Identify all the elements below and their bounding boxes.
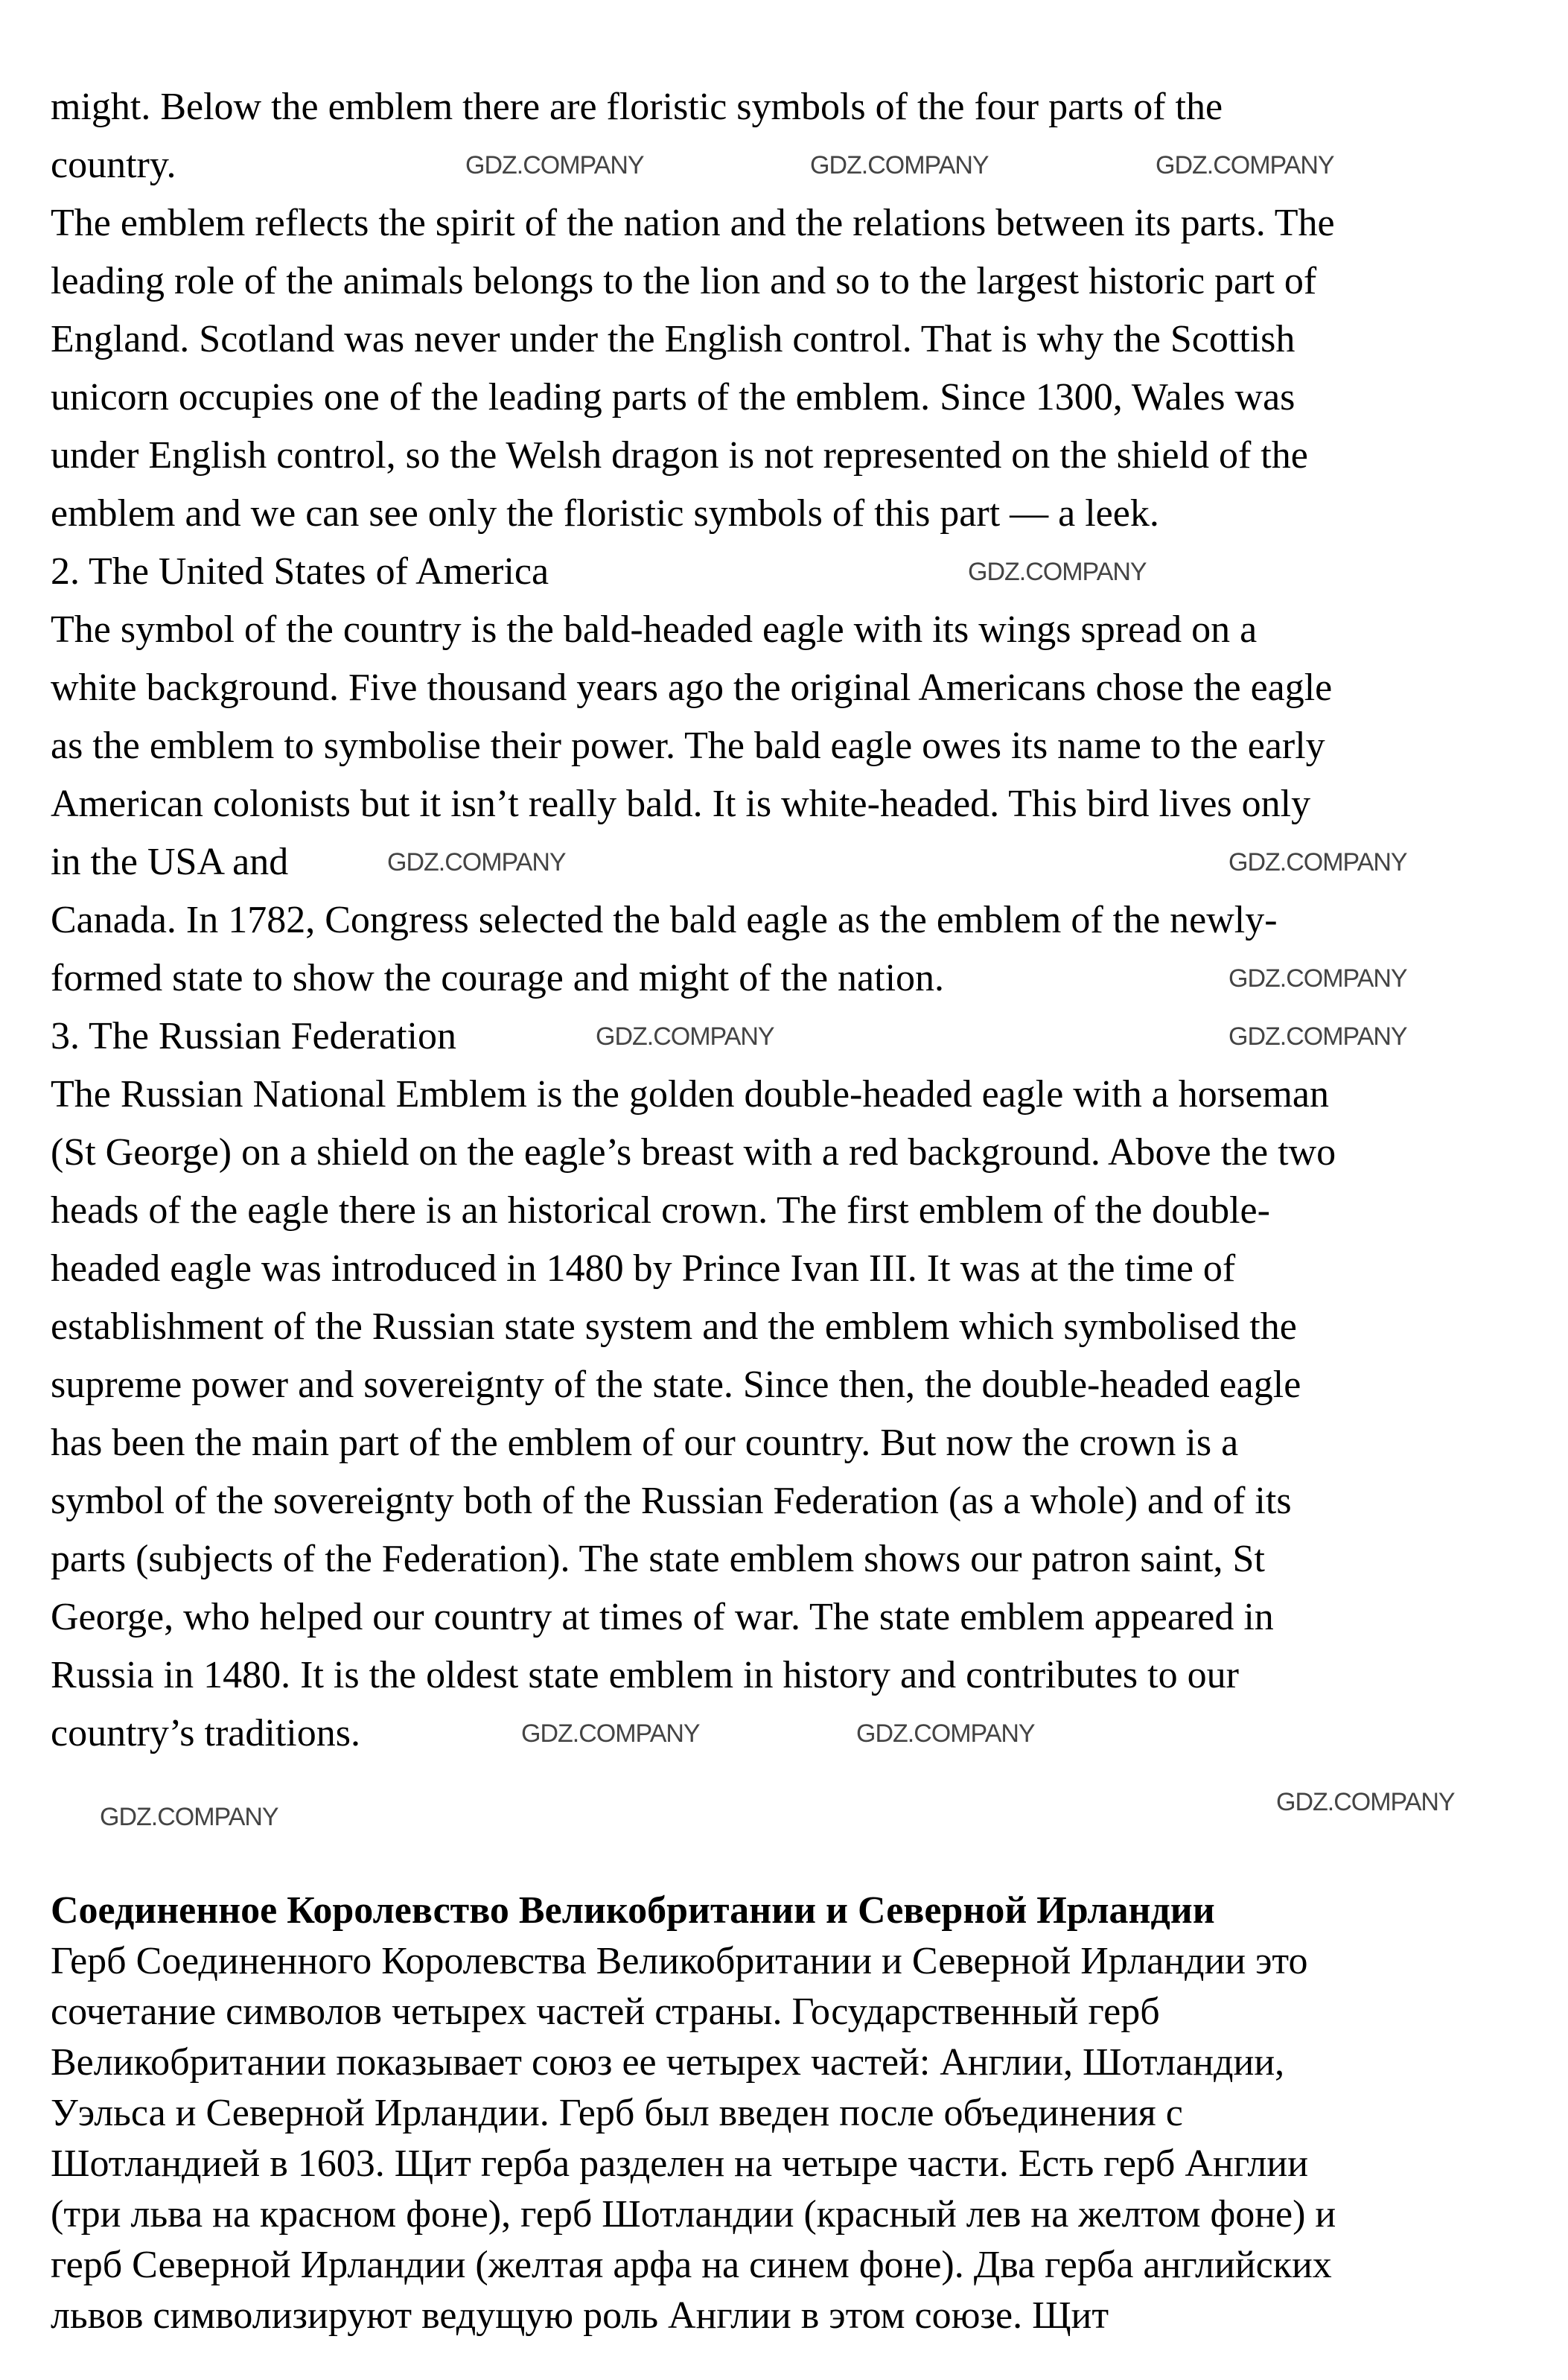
text-line: Великобритании показывает союз ее четырех частей: Англии, Шотландии, — [51, 2041, 1285, 2084]
text-line: country. — [51, 144, 176, 186]
text-line: parts (subjects of the Federation). The state emblem shows our patron saint, St — [51, 1538, 1265, 1580]
text-line: establishment of the Russian state system and the emblem which symbolised the — [51, 1305, 1297, 1348]
text-line: England. Scotland was never under the English control. That is why the Scottish — [51, 318, 1295, 360]
text-line: under English control, so the Welsh dragon is not represented on the shield of the — [51, 434, 1308, 477]
watermark: GDZ.COMPANY — [968, 558, 1147, 586]
text-line: The Russian National Emblem is the golden double-headed eagle with a horseman — [51, 1073, 1329, 1116]
watermark: GDZ.COMPANY — [1228, 964, 1407, 993]
text-line: сочетание символов четырех частей страны. Государственный герб — [51, 1991, 1160, 2033]
text-line: has been the main part of the emblem of our country. But now the crown is a — [51, 1422, 1239, 1464]
watermark: GDZ.COMPANY — [465, 151, 644, 179]
watermark: GDZ.COMPANY — [521, 1719, 700, 1748]
text-line: Герб Соединенного Королевства Великобритании и Северной Ирландии это — [51, 1940, 1308, 1982]
watermark: GDZ.COMPANY — [100, 1803, 278, 1831]
text-line: 3. The Russian Federation — [51, 1015, 456, 1057]
text-line: American colonists but it isn’t really bald. It is white-headed. This bird lives only — [51, 783, 1311, 825]
text-line: The symbol of the country is the bald-headed eagle with its wings spread on a — [51, 608, 1258, 651]
text-line: Шотландией в 1603. Щит герба разделен на четыре части. Есть герб Англии — [51, 2142, 1309, 2185]
text-line: headed eagle was introduced in 1480 by Prince Ivan III. It was at the time of — [51, 1247, 1236, 1290]
watermark: GDZ.COMPANY — [596, 1022, 774, 1051]
text-line: symbol of the sovereignty both of the Russian Federation (as a whole) and of its — [51, 1480, 1292, 1522]
text-line: unicorn occupies one of the leading parts of the emblem. Since 1300, Wales was — [51, 376, 1295, 419]
text-line: in the USA and — [51, 841, 289, 883]
text-line: Russia in 1480. It is the oldest state emblem in history and contributes to our — [51, 1654, 1239, 1696]
text-line: emblem and we can see only the floristic symbols of this part — a leek. — [51, 492, 1159, 535]
text-line: 2. The United States of America — [51, 550, 549, 593]
english-text — [51, 78, 1540, 1763]
watermark: GDZ.COMPANY — [1228, 848, 1407, 876]
watermark: GDZ.COMPANY — [856, 1719, 1035, 1748]
text-line: The emblem reflects the spirit of the nation and the relations between its parts. The — [51, 202, 1335, 244]
text-line: George, who helped our country at times of war. The state emblem appeared in — [51, 1596, 1274, 1638]
watermark: GDZ.COMPANY — [1156, 151, 1334, 179]
text-line: львов символизируют ведущую роль Англии в этом союзе. Щит — [51, 2294, 1109, 2337]
text-line: might. Below the emblem there are floristic symbols of the four parts of the — [51, 86, 1223, 128]
text-line: white background. Five thousand years ago the original Americans chose the eagle — [51, 666, 1333, 709]
watermark: GDZ.COMPANY — [387, 848, 566, 876]
text-line: formed state to show the courage and might of the nation. — [51, 957, 945, 999]
watermark: GDZ.COMPANY — [1228, 1022, 1407, 1051]
text-line: (St George) on a shield on the eagle’s breast with a red background. Above the two — [51, 1131, 1336, 1174]
text-line: heads of the eagle there is an historical crown. The first emblem of the double- — [51, 1189, 1270, 1232]
text-line: Canada. In 1782, Congress selected the bald eagle as the emblem of the newly- — [51, 899, 1278, 941]
watermark: GDZ.COMPANY — [810, 151, 989, 179]
watermark: GDZ.COMPANY — [1276, 1788, 1455, 1816]
text-line: supreme power and sovereignty of the state. Since then, the double-headed eagle — [51, 1364, 1301, 1406]
russian-text — [51, 1886, 1540, 2341]
russian-heading: Соединенное Королевство Великобритании и Северной Ирландии — [51, 1889, 1215, 1932]
text-line: country’s traditions. — [51, 1712, 360, 1754]
text-line: герб Северной Ирландии (желтая арфа на синем фоне). Два герба английских — [51, 2244, 1332, 2286]
text-line: (три льва на красном фоне), герб Шотландии (красный лев на желтом фоне) и — [51, 2193, 1336, 2236]
text-line: leading role of the animals belongs to the lion and so to the largest historic part of — [51, 260, 1317, 302]
text-line: Уэльса и Северной Ирландии. Герб был введен после объединения с — [51, 2092, 1183, 2134]
text-line: as the emblem to symbolise their power. The bald eagle owes its name to the early — [51, 725, 1325, 767]
